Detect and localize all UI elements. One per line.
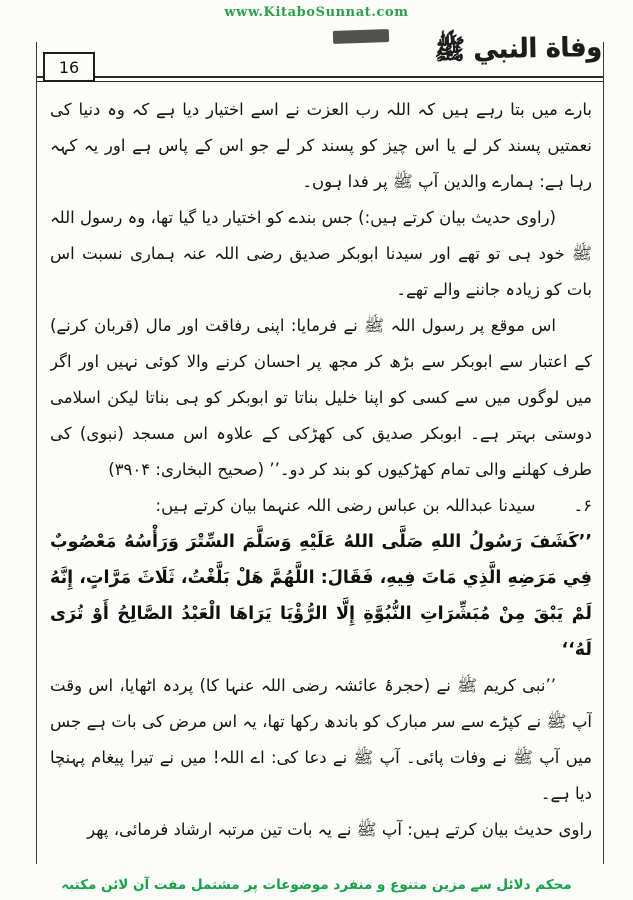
arabic-quote: ’’كَشَفَ رَسُولُ اللهِ صَلَّى اللهُ عَلَيْهِ وَسَلَّمَ السِّتْرَ وَرَأْسُهُ مَعْصُوبٌ فِي مَرَضِهِ الَّذِي مَاتَ فِيهِ، فَقَالَ: اللَّهُمَّ هَلْ بَلَّغْتُ، ثَلَاثَ مَرَّاتٍ، إِنَّهُ لَمْ يَبْقَ مِنْ مُبَشِّرَاتِ النُّبُوَّةِ إِلَّا الرُّؤْيَا يَرَاهَا الْعَبْدُ الصَّالِحُ أَوْ تُرَى لَهُ‘‘ <box>50 532 592 660</box>
citation-reference: (صحیح البخاری: ۳۹۰۴) <box>108 460 265 479</box>
book-title-calligraphy: وفاة النبي ﷺ <box>433 31 602 66</box>
page-body <box>50 92 592 860</box>
hadith-intro: سیدنا عبداللہ بن عباس رضی اللہ عنہما بیان کرتے ہیں: <box>155 496 536 515</box>
scan-artifact <box>333 29 389 44</box>
website-url: www.KitaboSunnat.com <box>224 5 409 20</box>
hadith-heading <box>50 488 592 524</box>
page-frame <box>36 31 604 864</box>
paragraph: بارے میں بتا رہے ہیں کہ اللہ رب العزت نے اسے اختیار دیا ہے کہ وہ دنیا کی نعمتیں پسند کر لے یا اس چیز کو پسند کر لے جو اس کے پاس ہے اور یہ کہہ رہا ہے: ہمارے والدین آپ ﷺ پر فدا ہوں۔ <box>50 100 592 191</box>
paragraph: (راوی حدیث بیان کرتے ہیں:) جس بندے کو اختیار دیا گیا تھا، وہ رسول اللہ ﷺ خود ہی تو تھے اور سیدنا ابوبکر صدیق رضی اللہ عنہ ہماری نسبت اس بات کو زیادہ جاننے والے تھے۔ <box>50 208 592 299</box>
paragraph <box>50 308 592 488</box>
page-number-box <box>43 52 95 82</box>
footer-tagline: محکم دلائل سے مزین متنوع و منفرد موضوعات پر مشتمل مفت آن لائن مکتبہ <box>61 877 572 893</box>
hadith-number: ۶۔ <box>573 496 592 515</box>
paragraph: ’’نبی کریم ﷺ نے (حجرۂ عائشہ رضی اللہ عنہا کا) پردہ اٹھایا، اس وقت آپ ﷺ نے کپڑے سے سر مبارک کو باندھ رکھا تھا، یہ اس مرض کی بات ہے جس میں آپ ﷺ نے وفات پائی۔ آپ ﷺ نے دعا کی: اے اللہ! میں نے تیرا پیغام پہنچا دیا ہے۔ <box>50 676 592 803</box>
paragraph-text: اس موقع پر رسول اللہ ﷺ نے فرمایا: اپنی رفاقت اور مال (قربان کرنے) کے اعتبار سے ابوبکر سے بڑھ کر مجھ پر احسان کرنے والا کوئی نہیں اور اگر میں لوگوں میں سے کسی کو اپنا خلیل بناتا تو ابوبکر کو ہی بناتا لیکن اسلامی دوستی بہتر ہے۔ ابوبکر صدیق کی کھڑکی کے علاوہ اس مسجد (نبوی) کی طرف کھلنے والی تمام کھڑکیوں کو بند کر دو۔’’ <box>50 316 592 479</box>
page-number: 16 <box>58 57 80 77</box>
paragraph: راوی حدیث بیان کرتے ہیں: آپ ﷺ نے یہ بات تین مرتبہ ارشاد فرمائی، پھر <box>87 820 592 839</box>
